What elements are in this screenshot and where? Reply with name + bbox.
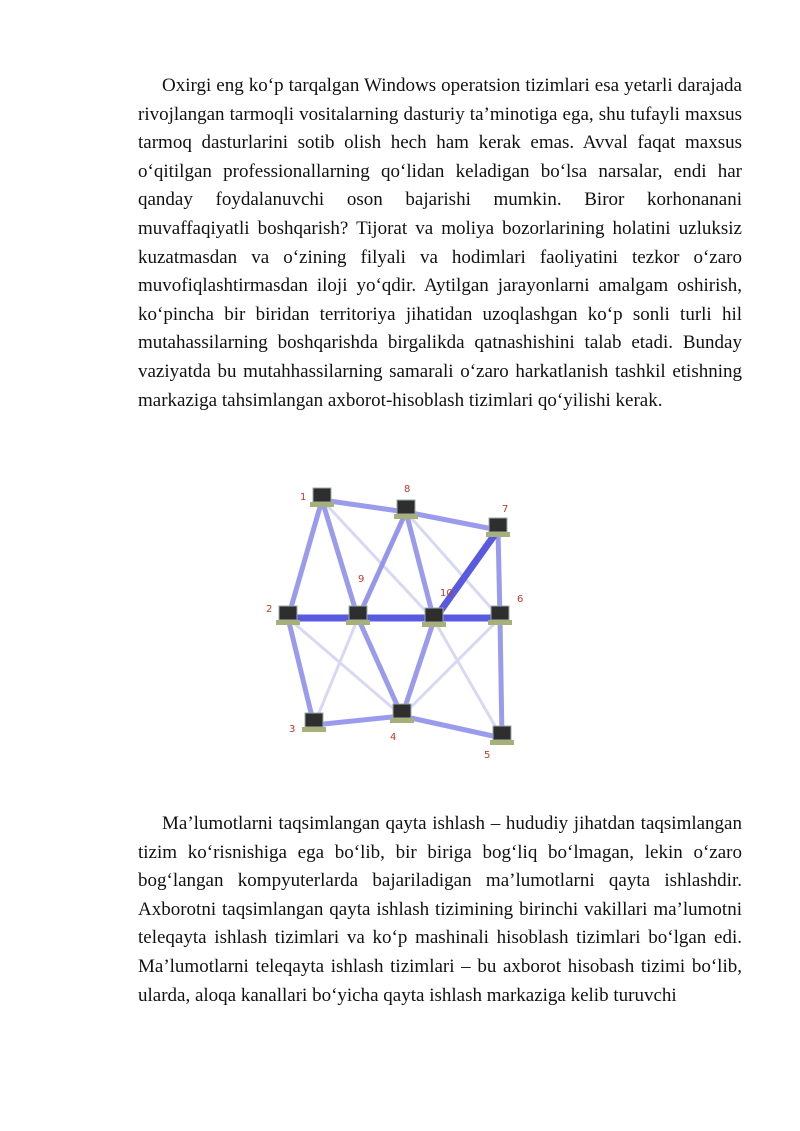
node-label-7: 7 bbox=[502, 504, 509, 515]
network-topology-figure bbox=[262, 470, 562, 770]
network-diagram bbox=[262, 470, 562, 770]
paragraph-intro: Oxirgi eng ko‘p tarqalgan Windows operatsion tizimlari esa yetarli darajada rivojlangan tarmoqli vositalarning dasturiy ta’minotiga ega, shu tufayli maxsus tarmoq dasturlarini sotib olish hech ham kerak emas. Avval faqat maxsus o‘qitilgan professionallarning qo‘lidan keladigan bo‘lsa narsalar, endi har qanday foydalanuvchi oson bajarishi mumkin. Biror korhonanani muvaffaqiyatli boshqarish? Tijorat va moliya bozorlarining holatini uzluksiz kuzatmasdan va o‘zining filyali va hodimlari faoliyatini tezkor o‘zaro muvofiqlashtirmasdan iloji yo‘qdir. Aytilgan jarayonlarni amalgam oshirish, ko‘pincha bir biridan territoriya jihatidan uzoqlashgan ko‘p sonli turli hil mutahassilarning boshqarishda birgalikda qatnashishini talab etadi. Bunday vaziyatda bu mutahhassilarning samarali o‘zaro harkatlanish tashkil etishning markaziga tahsimlangan axborot-hisoblash tizimlari qo‘yilishi kerak. bbox=[138, 75, 742, 411]
node-label-8: 8 bbox=[404, 484, 411, 495]
link-faint bbox=[288, 618, 402, 716]
link-6-5 bbox=[500, 618, 502, 738]
node-8 bbox=[394, 500, 418, 519]
node-label-5: 5 bbox=[484, 750, 491, 761]
link-2-3 bbox=[288, 618, 314, 725]
link-faint bbox=[434, 620, 502, 738]
link-4-5 bbox=[402, 716, 502, 738]
node-4 bbox=[390, 704, 414, 723]
node-label-4: 4 bbox=[390, 732, 397, 743]
node-9 bbox=[346, 606, 370, 625]
node-label-10: 10 bbox=[440, 588, 453, 599]
node-1 bbox=[310, 488, 334, 507]
node-label-6: 6 bbox=[517, 594, 524, 605]
link-1-2 bbox=[288, 500, 322, 618]
node-10 bbox=[422, 608, 446, 627]
node-3 bbox=[302, 713, 326, 732]
node-label-1: 1 bbox=[300, 492, 307, 503]
node-7 bbox=[486, 518, 510, 537]
link-3-4 bbox=[314, 716, 402, 725]
node-label-2: 2 bbox=[266, 604, 273, 615]
node-label-9: 9 bbox=[358, 574, 365, 585]
node-5 bbox=[490, 726, 514, 745]
link-1-8 bbox=[322, 500, 406, 512]
link-9-4 bbox=[358, 618, 402, 716]
paragraph-distributed-processing: Ma’lumotlarni taqsimlangan qayta ishlash – hududiy jihatdan taqsimlangan tizim ko‘risnishiga ega bo‘lib, bir biriga bog‘liq bo‘lmagan, lekin o‘zaro bog‘langan kompyuterlarda bajariladigan ma’lumotlarni qayta ishlashdir. Axborotni taqsimlangan qayta ishlash tizimining birinchi vakillari ma’lumotni teleqayta ishlash tizimlari va ko‘p mashinali hisoblash tizimlari bo‘lgan edi. Ma’lumotlarni teleqayta ishlash tizimlari – bu axborot hisobash tizimi bo‘lib, ularda, aloqa kanallari bo‘yicha qayta ishlash markaziga kelib turuvchi bbox=[138, 813, 742, 1006]
link-7-6 bbox=[498, 530, 500, 618]
link-8-9 bbox=[358, 512, 406, 618]
node-label-3: 3 bbox=[289, 724, 296, 735]
node-6 bbox=[488, 606, 512, 625]
node-2 bbox=[276, 606, 300, 625]
